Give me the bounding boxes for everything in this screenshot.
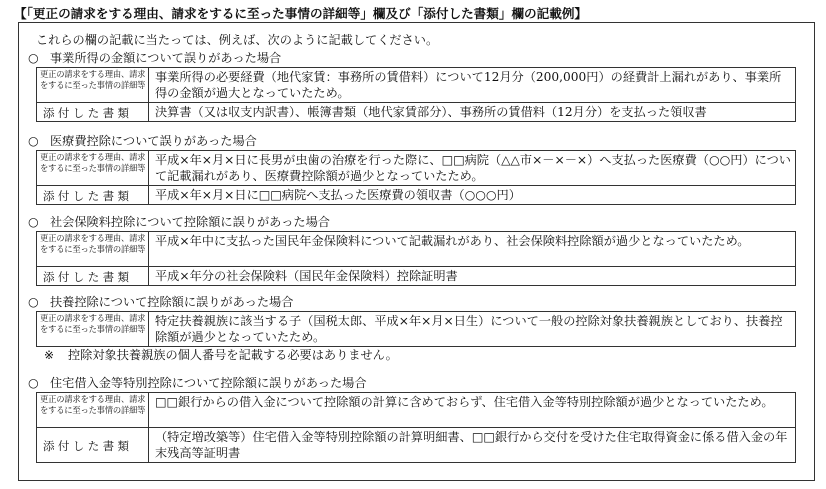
section-heading	[28, 294, 808, 311]
section-heading-text: 医療費控除について誤りがあった場合	[50, 134, 257, 148]
section-social-insurance	[28, 214, 808, 286]
attached-text: 平成×年×月×日に□□病院へ支払った医療費の領収書（○○○円）	[149, 186, 796, 205]
section-medical-deduction	[28, 133, 808, 205]
example-table	[36, 231, 796, 286]
attached-text: 決算書（又は収支内訳書）、帳簿書類（地代家賃部分）、事務所の賃借料（12月分）を支払った領収書	[149, 103, 796, 122]
attached-label: 添付した書類	[37, 186, 149, 205]
note	[44, 347, 808, 363]
circle-mark: ○	[28, 134, 39, 148]
circle-mark: ○	[28, 295, 39, 309]
section-business-income	[28, 50, 808, 122]
section-heading	[28, 50, 808, 67]
attached-text: （特定増改築等）住宅借入金等特別控除額の計算明細書、□□銀行から交付を受けた住宅取得資金に係る借入金の年末残高等証明書	[149, 428, 796, 463]
note-mark: ※	[44, 348, 55, 362]
section-dependent-deduction	[28, 294, 808, 363]
reason-text: 平成×年中に支払った国民年金保険料について記載漏れがあり、社会保険料控除額が過少となっていたため。	[149, 232, 796, 267]
example-table	[36, 311, 796, 347]
reason-label: 更正の請求をする理由、請求 をするに至った事情の詳細等	[37, 232, 149, 267]
section-heading-text: 扶養控除について控除額に誤りがあった場合	[50, 295, 294, 309]
reason-text: □□銀行からの借入金について控除額の計算に含めておらず、住宅借入金等特別控除額が過少となっていたため。	[149, 393, 796, 428]
reason-label: 更正の請求をする理由、請求 をするに至った事情の詳細等	[37, 68, 149, 103]
intro-text: これらの欄の記載に当たっては、例えば、次のように記載してください。	[36, 33, 439, 47]
note-text: 控除対象扶養親族の個人番号を記載する必要はありません。	[68, 348, 398, 362]
attached-label: 添付した書類	[37, 267, 149, 286]
attached-label: 添付した書類	[37, 103, 149, 122]
reason-text: 特定扶養親族に該当する子（国税太郎、平成×年×月×日生）について一般の控除対象扶養親族としており、扶養控除額が過少となっていたため。	[149, 312, 796, 347]
example-table	[36, 67, 796, 122]
circle-mark: ○	[28, 376, 39, 390]
section-heading-text: 社会保険料控除について控除額に誤りがあった場合	[50, 215, 330, 229]
reason-label: 更正の請求をする理由、請求 をするに至った事情の詳細等	[37, 393, 149, 428]
reason-text: 平成×年×月×日に長男が虫歯の治療を行った際に、□□病院（△△市×－×－×）へ支払った医療費（○○円）について記載漏れがあり、医療費控除額が過少となっていたため。	[149, 151, 796, 186]
reason-text: 事業所得の必要経費（地代家賃：事務所の賃借料）について12月分（200,000円）の経費計上漏れがあり、事業所得の金額が過大となっていたため。	[149, 68, 796, 103]
reason-label: 更正の請求をする理由、請求 をするに至った事情の詳細等	[37, 312, 149, 347]
reason-label: 更正の請求をする理由、請求 をするに至った事情の詳細等	[37, 151, 149, 186]
section-heading	[28, 375, 808, 392]
section-heading	[28, 214, 808, 231]
section-heading-text: 住宅借入金等特別控除について控除額に誤りがあった場合	[50, 376, 367, 390]
attached-text: 平成×年分の社会保険料（国民年金保険料）控除証明書	[149, 267, 796, 286]
example-table	[36, 392, 796, 463]
example-table	[36, 150, 796, 205]
page-title: 【「更正の請求をする理由、請求をするに至った事情の詳細等」欄及び「添付した書類」欄の記載例】	[14, 6, 588, 21]
section-heading-text: 事業所得の金額について誤りがあった場合	[50, 51, 282, 65]
attached-label: 添付した書類	[37, 428, 149, 463]
circle-mark: ○	[28, 215, 39, 229]
section-heading	[28, 133, 808, 150]
circle-mark: ○	[28, 51, 39, 65]
section-housing-loan	[28, 375, 808, 463]
